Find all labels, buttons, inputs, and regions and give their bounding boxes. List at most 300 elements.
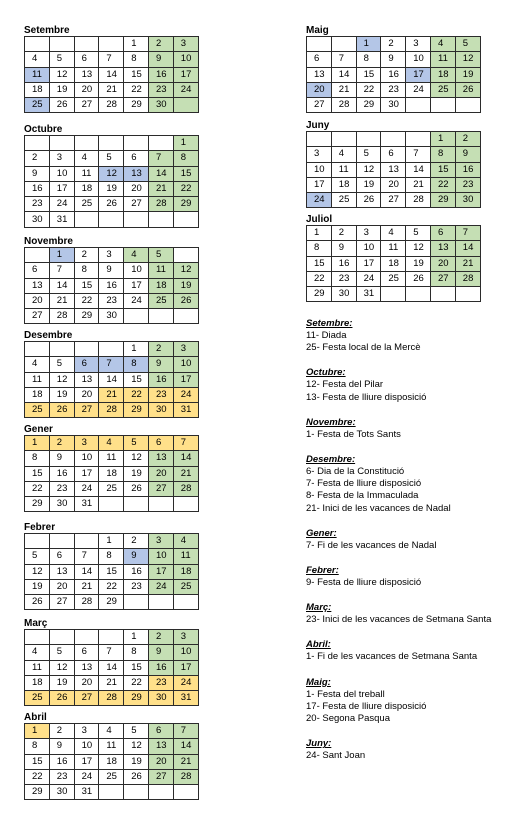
day-cell: 24 <box>406 82 431 97</box>
month-title: Març <box>24 618 48 629</box>
day-cell: 2 <box>148 630 173 645</box>
day-cell: 18 <box>25 675 50 690</box>
day-cell: 22 <box>356 82 381 97</box>
day-cell: 4 <box>99 436 124 451</box>
week-row <box>307 241 481 256</box>
day-cell: 7 <box>173 724 198 739</box>
day-cell: 9 <box>99 263 124 278</box>
day-cell: 19 <box>124 466 149 481</box>
day-cell: 29 <box>307 287 332 302</box>
day-cell: 1 <box>25 436 50 451</box>
day-cell: 17 <box>173 660 198 675</box>
day-cell: 18 <box>173 564 198 579</box>
day-cell: 21 <box>99 82 124 97</box>
week-row <box>25 466 199 481</box>
day-cell: 14 <box>455 241 480 256</box>
day-cell: 24 <box>74 481 99 496</box>
note-group <box>306 417 521 441</box>
day-cell: 22 <box>25 769 50 784</box>
day-cell: 3 <box>406 37 431 52</box>
day-cell: 25 <box>74 197 99 212</box>
day-cell: 12 <box>406 241 431 256</box>
empty-cell <box>331 37 356 52</box>
day-cell: 5 <box>406 226 431 241</box>
day-cell: 21 <box>173 754 198 769</box>
month-novembre <box>24 236 199 324</box>
note-month-title: Desembre: <box>306 454 356 466</box>
day-cell: 23 <box>49 769 74 784</box>
empty-cell <box>430 98 455 113</box>
day-cell: 28 <box>406 193 431 208</box>
note-line: 17- Festa de lliure disposició <box>306 700 427 712</box>
day-cell: 23 <box>148 82 173 97</box>
day-cell: 14 <box>74 564 99 579</box>
note-line: 21- Inici de les vacances de Nadal <box>306 502 451 514</box>
day-cell: 12 <box>124 451 149 466</box>
empty-cell <box>99 37 124 52</box>
week-row <box>25 630 199 645</box>
day-cell: 6 <box>307 52 332 67</box>
empty-cell <box>25 136 50 151</box>
day-cell: 18 <box>430 67 455 82</box>
day-cell: 20 <box>74 82 99 97</box>
day-cell: 12 <box>124 739 149 754</box>
day-cell: 27 <box>307 98 332 113</box>
note-month-title: Abril: <box>306 639 331 651</box>
day-cell: 28 <box>49 309 74 324</box>
day-cell: 10 <box>148 549 173 564</box>
day-cell: 12 <box>49 660 74 675</box>
day-cell: 27 <box>74 98 99 113</box>
week-row <box>25 212 199 227</box>
week-row <box>25 403 199 418</box>
day-cell: 3 <box>173 342 198 357</box>
day-cell: 11 <box>25 660 50 675</box>
note-line: 20- Segona Pasqua <box>306 713 390 725</box>
day-cell: 16 <box>124 564 149 579</box>
day-cell: 21 <box>406 177 431 192</box>
note-month-title: Gener: <box>306 527 337 539</box>
day-cell: 19 <box>173 278 198 293</box>
day-cell: 19 <box>25 579 50 594</box>
day-cell: 8 <box>124 52 149 67</box>
note-group <box>306 639 521 663</box>
note-group <box>306 602 521 626</box>
note-line: 6- Dia de la Constitució <box>306 466 405 478</box>
day-cell: 30 <box>99 309 124 324</box>
month-grid <box>24 723 199 800</box>
day-cell: 26 <box>124 481 149 496</box>
day-cell: 29 <box>124 403 149 418</box>
week-row <box>25 785 199 800</box>
day-cell: 27 <box>74 403 99 418</box>
day-cell: 7 <box>406 147 431 162</box>
week-row <box>25 166 199 181</box>
day-cell: 29 <box>25 785 50 800</box>
week-row <box>25 52 199 67</box>
day-cell: 5 <box>356 147 381 162</box>
month-grid <box>306 36 481 113</box>
day-cell: 23 <box>99 293 124 308</box>
day-cell: 12 <box>356 162 381 177</box>
day-cell: 22 <box>99 579 124 594</box>
day-cell: 24 <box>356 271 381 286</box>
day-cell: 26 <box>49 691 74 706</box>
day-cell: 23 <box>49 481 74 496</box>
holiday-notes <box>306 318 521 775</box>
day-cell: 20 <box>124 181 149 196</box>
empty-cell <box>406 287 431 302</box>
empty-cell <box>173 595 198 610</box>
day-cell: 9 <box>49 451 74 466</box>
empty-cell <box>356 132 381 147</box>
month-març <box>24 618 199 706</box>
day-cell: 27 <box>148 481 173 496</box>
empty-cell <box>173 248 198 263</box>
day-cell: 6 <box>148 436 173 451</box>
day-cell: 6 <box>430 226 455 241</box>
day-cell: 28 <box>99 691 124 706</box>
month-grid <box>24 435 199 512</box>
day-cell: 7 <box>148 151 173 166</box>
empty-cell <box>99 212 124 227</box>
day-cell: 7 <box>74 549 99 564</box>
empty-cell <box>25 248 50 263</box>
day-cell: 29 <box>356 98 381 113</box>
day-cell: 19 <box>124 754 149 769</box>
day-cell: 29 <box>173 197 198 212</box>
day-cell: 27 <box>124 197 149 212</box>
day-cell: 26 <box>455 82 480 97</box>
day-cell: 17 <box>148 564 173 579</box>
day-cell: 14 <box>99 660 124 675</box>
day-cell: 6 <box>381 147 406 162</box>
day-cell: 2 <box>148 37 173 52</box>
month-grid <box>24 135 199 228</box>
day-cell: 8 <box>124 357 149 372</box>
week-row <box>25 660 199 675</box>
week-row <box>25 372 199 387</box>
month-title: Febrer <box>24 522 56 533</box>
day-cell: 9 <box>148 645 173 660</box>
week-row <box>307 147 481 162</box>
day-cell: 22 <box>124 675 149 690</box>
day-cell: 16 <box>455 162 480 177</box>
note-line: 24- Sant Joan <box>306 750 366 762</box>
day-cell: 4 <box>99 724 124 739</box>
day-cell: 11 <box>173 549 198 564</box>
day-cell: 8 <box>124 645 149 660</box>
day-cell: 5 <box>99 151 124 166</box>
week-row <box>25 151 199 166</box>
day-cell: 17 <box>356 256 381 271</box>
day-cell: 13 <box>148 739 173 754</box>
day-cell: 19 <box>406 256 431 271</box>
day-cell: 21 <box>455 256 480 271</box>
day-cell: 3 <box>74 724 99 739</box>
month-grid <box>24 341 199 418</box>
empty-cell <box>99 630 124 645</box>
day-cell: 10 <box>356 241 381 256</box>
day-cell: 12 <box>173 263 198 278</box>
empty-cell <box>99 497 124 512</box>
month-grid <box>306 225 481 302</box>
day-cell: 10 <box>307 162 332 177</box>
day-cell: 20 <box>148 754 173 769</box>
day-cell: 11 <box>25 67 50 82</box>
day-cell: 19 <box>49 675 74 690</box>
empty-cell <box>124 595 149 610</box>
day-cell: 15 <box>74 278 99 293</box>
day-cell: 14 <box>406 162 431 177</box>
day-cell: 1 <box>124 342 149 357</box>
day-cell: 2 <box>331 226 356 241</box>
week-row <box>307 287 481 302</box>
day-cell: 31 <box>173 691 198 706</box>
day-cell: 22 <box>25 481 50 496</box>
empty-cell <box>406 98 431 113</box>
week-row <box>25 451 199 466</box>
note-line: 1- Festa del treball <box>306 688 385 700</box>
day-cell: 3 <box>49 151 74 166</box>
day-cell: 18 <box>99 466 124 481</box>
day-cell: 22 <box>430 177 455 192</box>
day-cell: 5 <box>124 436 149 451</box>
day-cell: 9 <box>381 52 406 67</box>
day-cell: 8 <box>430 147 455 162</box>
day-cell: 1 <box>307 226 332 241</box>
week-row <box>25 724 199 739</box>
empty-cell <box>173 98 198 113</box>
empty-cell <box>49 630 74 645</box>
week-row <box>307 177 481 192</box>
day-cell: 3 <box>173 37 198 52</box>
empty-cell <box>173 497 198 512</box>
day-cell: 25 <box>381 271 406 286</box>
day-cell: 9 <box>49 739 74 754</box>
day-cell: 24 <box>49 197 74 212</box>
month-title: Juny <box>306 120 330 131</box>
empty-cell <box>455 287 480 302</box>
month-setembre <box>24 25 199 113</box>
week-row <box>25 278 199 293</box>
week-row <box>25 436 199 451</box>
day-cell: 24 <box>173 82 198 97</box>
day-cell: 1 <box>99 534 124 549</box>
day-cell: 25 <box>99 769 124 784</box>
week-row <box>25 67 199 82</box>
week-row <box>25 595 199 610</box>
day-cell: 29 <box>430 193 455 208</box>
empty-cell <box>148 785 173 800</box>
empty-cell <box>148 309 173 324</box>
day-cell: 11 <box>74 166 99 181</box>
day-cell: 26 <box>173 293 198 308</box>
day-cell: 31 <box>356 287 381 302</box>
day-cell: 27 <box>49 595 74 610</box>
day-cell: 12 <box>49 67 74 82</box>
week-row <box>25 136 199 151</box>
day-cell: 28 <box>455 271 480 286</box>
day-cell: 16 <box>25 181 50 196</box>
day-cell: 25 <box>148 293 173 308</box>
day-cell: 12 <box>99 166 124 181</box>
week-row <box>25 387 199 402</box>
day-cell: 1 <box>356 37 381 52</box>
empty-cell <box>331 132 356 147</box>
week-row <box>25 342 199 357</box>
day-cell: 16 <box>148 67 173 82</box>
day-cell: 30 <box>381 98 406 113</box>
day-cell: 3 <box>173 630 198 645</box>
empty-cell <box>381 287 406 302</box>
empty-cell <box>124 136 149 151</box>
day-cell: 4 <box>331 147 356 162</box>
empty-cell <box>124 497 149 512</box>
day-cell: 14 <box>173 451 198 466</box>
day-cell: 29 <box>124 691 149 706</box>
empty-cell <box>74 342 99 357</box>
day-cell: 21 <box>148 181 173 196</box>
day-cell: 2 <box>381 37 406 52</box>
day-cell: 8 <box>307 241 332 256</box>
day-cell: 16 <box>331 256 356 271</box>
note-line: 12- Festa del Pilar <box>306 379 384 391</box>
empty-cell <box>381 132 406 147</box>
week-row <box>25 357 199 372</box>
day-cell: 7 <box>331 52 356 67</box>
day-cell: 13 <box>49 564 74 579</box>
day-cell: 11 <box>25 372 50 387</box>
day-cell: 11 <box>99 739 124 754</box>
day-cell: 28 <box>99 98 124 113</box>
day-cell: 21 <box>99 675 124 690</box>
day-cell: 18 <box>381 256 406 271</box>
empty-cell <box>49 534 74 549</box>
day-cell: 14 <box>99 372 124 387</box>
day-cell: 14 <box>148 166 173 181</box>
day-cell: 15 <box>25 754 50 769</box>
day-cell: 22 <box>124 387 149 402</box>
day-cell: 27 <box>381 193 406 208</box>
note-month-title: Juny: <box>306 738 332 750</box>
day-cell: 28 <box>99 403 124 418</box>
day-cell: 17 <box>74 466 99 481</box>
day-cell: 15 <box>307 256 332 271</box>
day-cell: 13 <box>148 451 173 466</box>
day-cell: 2 <box>74 248 99 263</box>
day-cell: 6 <box>148 724 173 739</box>
empty-cell <box>307 132 332 147</box>
day-cell: 20 <box>148 466 173 481</box>
day-cell: 28 <box>74 595 99 610</box>
day-cell: 17 <box>307 177 332 192</box>
month-grid <box>24 36 199 113</box>
day-cell: 14 <box>49 278 74 293</box>
day-cell: 2 <box>25 151 50 166</box>
day-cell: 10 <box>406 52 431 67</box>
month-grid <box>24 533 199 610</box>
day-cell: 6 <box>124 151 149 166</box>
note-month-title: Març: <box>306 602 332 614</box>
day-cell: 2 <box>49 724 74 739</box>
week-row <box>25 263 199 278</box>
day-cell: 15 <box>124 660 149 675</box>
day-cell: 28 <box>331 98 356 113</box>
day-cell: 19 <box>356 177 381 192</box>
day-cell: 26 <box>25 595 50 610</box>
day-cell: 15 <box>99 564 124 579</box>
day-cell: 24 <box>124 293 149 308</box>
day-cell: 8 <box>74 263 99 278</box>
day-cell: 19 <box>99 181 124 196</box>
empty-cell <box>406 132 431 147</box>
day-cell: 17 <box>173 67 198 82</box>
day-cell: 11 <box>381 241 406 256</box>
week-row <box>25 181 199 196</box>
note-line: 25- Festa local de la Mercè <box>306 342 421 354</box>
day-cell: 11 <box>148 263 173 278</box>
day-cell: 26 <box>49 98 74 113</box>
empty-cell <box>455 98 480 113</box>
day-cell: 9 <box>25 166 50 181</box>
day-cell: 1 <box>124 37 149 52</box>
week-row <box>307 256 481 271</box>
day-cell: 25 <box>99 481 124 496</box>
empty-cell <box>49 342 74 357</box>
week-row <box>25 98 199 113</box>
day-cell: 23 <box>148 387 173 402</box>
month-desembre <box>24 330 199 418</box>
day-cell: 13 <box>381 162 406 177</box>
day-cell: 10 <box>173 357 198 372</box>
month-febrer <box>24 522 199 610</box>
day-cell: 13 <box>25 278 50 293</box>
empty-cell <box>173 212 198 227</box>
note-group <box>306 677 521 726</box>
day-cell: 23 <box>455 177 480 192</box>
day-cell: 2 <box>49 436 74 451</box>
empty-cell <box>25 37 50 52</box>
day-cell: 6 <box>74 52 99 67</box>
day-cell: 15 <box>173 166 198 181</box>
day-cell: 5 <box>49 645 74 660</box>
week-row <box>307 193 481 208</box>
day-cell: 19 <box>49 82 74 97</box>
day-cell: 13 <box>430 241 455 256</box>
week-row <box>25 248 199 263</box>
week-row <box>25 82 199 97</box>
day-cell: 2 <box>124 534 149 549</box>
day-cell: 8 <box>99 549 124 564</box>
week-row <box>25 497 199 512</box>
day-cell: 6 <box>25 263 50 278</box>
day-cell: 4 <box>173 534 198 549</box>
day-cell: 18 <box>74 181 99 196</box>
day-cell: 8 <box>356 52 381 67</box>
week-row <box>25 37 199 52</box>
day-cell: 18 <box>99 754 124 769</box>
note-line: 11- Diada <box>306 330 347 341</box>
day-cell: 8 <box>25 739 50 754</box>
day-cell: 23 <box>331 271 356 286</box>
month-gener <box>24 424 199 512</box>
note-group <box>306 454 521 515</box>
empty-cell <box>124 212 149 227</box>
day-cell: 16 <box>49 754 74 769</box>
empty-cell <box>148 595 173 610</box>
day-cell: 7 <box>455 226 480 241</box>
